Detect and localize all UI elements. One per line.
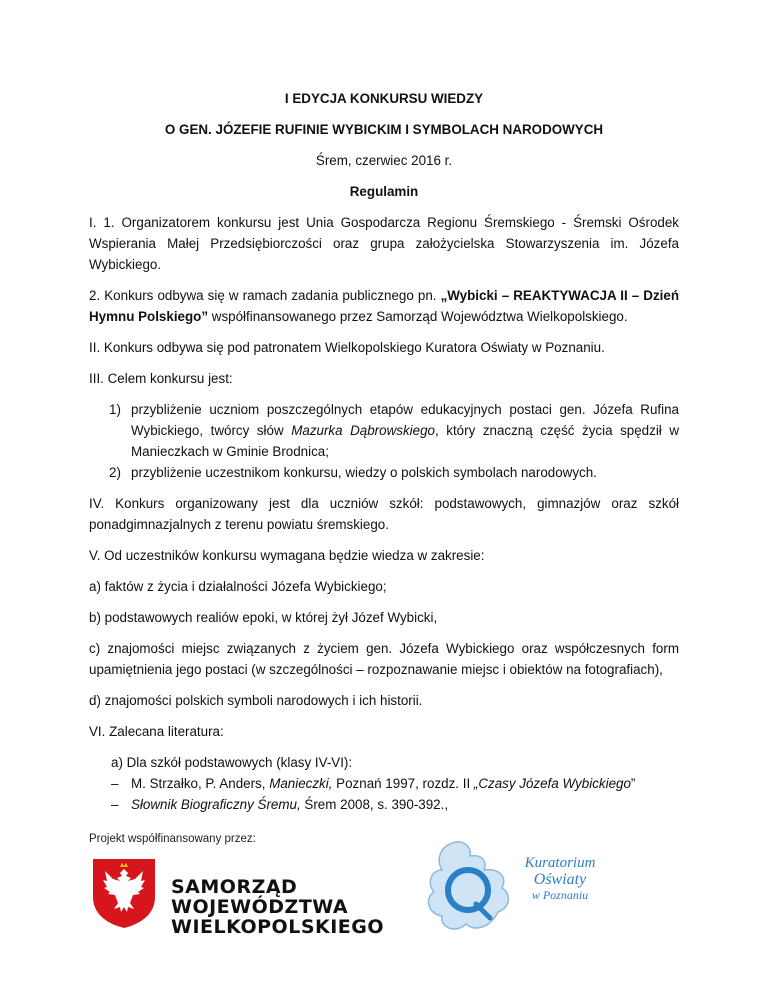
goals-list: [89, 399, 679, 483]
literature-item: – Słownik Biograficzny Śremu, Śrem 2008, s. 390-392.,: [111, 797, 449, 812]
literature-item: – M. Strzałko, P. Anders, Manieczki, Poznań 1997, rozdz. II „Czasy Józefa Wybickiego”: [111, 776, 636, 791]
document-body: [89, 82, 679, 815]
section-v-a: a) faktów z życia i działalności Józefa Wybickiego;: [89, 579, 387, 594]
document-title: Regulamin: [349, 184, 419, 199]
literature-a: a) Dla szkół podstawowych (klasy IV-VI):: [111, 755, 353, 770]
section-i-2: 2. Konkurs odbywa się w ramach zadania publicznego pn. „Wybicki – REAKTYWACJA II – Dzień Hymnu Polskiego” współfinansowanego przez Samorząd Województwa Wielkopolskiego.: [89, 288, 680, 324]
section-v-d: d) znajomości polskich symboli narodowych i ich historii.: [89, 693, 423, 708]
section-ii: II. Konkurs odbywa się pod patronatem Wielkopolskiego Kuratora Oświaty w Poznaniu.: [89, 340, 605, 355]
list-item: 2) przybliżenie uczestnikom konkursu, wiedzy o polskich symbolach narodowych.: [109, 465, 597, 480]
samorzad-logo: [89, 855, 385, 938]
cofinancing-note: Projekt współfinansowany przez:: [89, 833, 256, 845]
project-name: „Wybicki – REAKTYWACJA II – Dzień Hymnu Polskiego”: [89, 288, 680, 324]
list-item: 1) przybliżenie uczniom poszczególnych etapów edukacyjnych postaci gen. Józefa Rufina Wybickiego, twórcy słów Mazurka Dąbrowskiego, który znaczną część życia spędził w Manieczkach w Gminie Brodnica;: [109, 402, 679, 459]
heading-line-1: I EDYCJA KONKURSU WIEDZY: [284, 91, 484, 106]
samorzad-logo-text: SAMORZĄD WOJEWÓDZTWA WIELKOPOLSKIEGO: [171, 876, 385, 938]
kuratorium-logo-text: Kuratorium Oświaty w Poznaniu: [524, 855, 596, 902]
heading-line-2: O GEN. JÓZEFIE RUFINIE WYBICKIM I SYMBOLACH NARODOWYCH: [164, 122, 604, 137]
section-v: V. Od uczestników konkursu wymagana będzie wiedza w zakresie:: [89, 548, 485, 563]
section-iv: IV. Konkurs organizowany jest dla uczniów szkół: podstawowych, gimnazjów oraz szkół ponadgimnazjalnych z terenu powiatu śremskiego.: [89, 496, 679, 532]
eagle-shield-icon: [89, 855, 159, 930]
section-vi: VI. Zalecana literatura:: [89, 724, 224, 739]
section-i-1: I. 1. Organizatorem konkursu jest Unia Gospodarcza Regionu Śremskiego - Śremski Ośrodek Wspierania Małej Przedsiębiorczości oraz grupa założycielska Stowarzyszenia im. Józefa Wybickiego.: [89, 215, 679, 272]
section-iii: III. Celem konkursu jest:: [89, 371, 233, 386]
place-date: Śrem, czerwiec 2016 r.: [315, 153, 453, 168]
section-v-c: c) znajomości miejsc związanych z życiem gen. Józefa Wybickiego oraz współczesnych form upamiętnienia jego postaci (w szczególności – rozpoznawanie miejsc i obiektów na fotografiach),: [89, 641, 679, 677]
kuratorium-logo: [420, 832, 600, 942]
section-v-b: b) podstawowych realiów epoki, w której żył Józef Wybicki,: [89, 610, 438, 625]
